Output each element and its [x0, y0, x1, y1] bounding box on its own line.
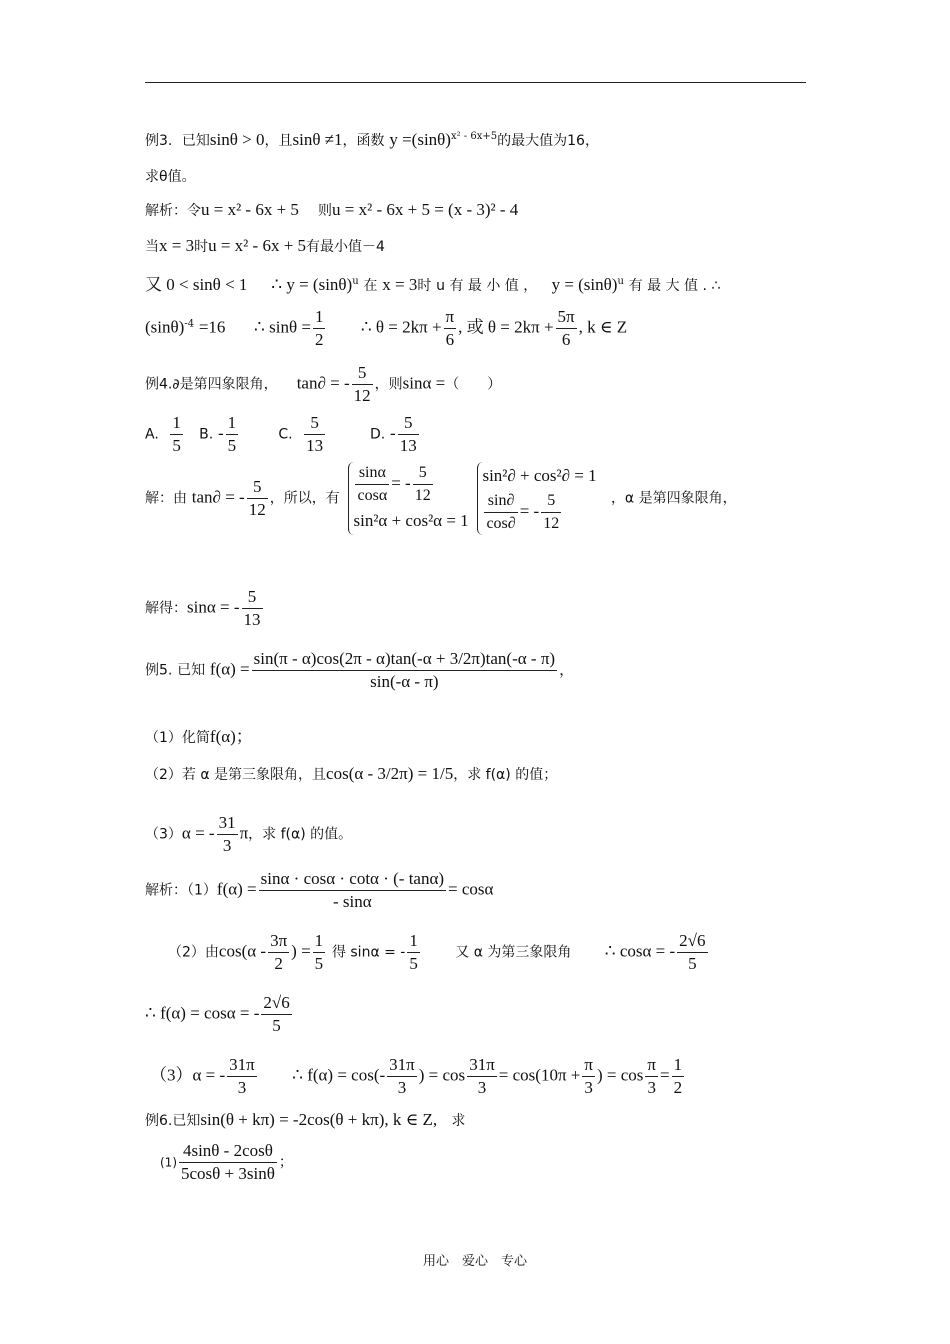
- ex6-q1: (1) $\frac{4\sin\theta - 2\cos\theta}{5\cos\theta + 3\sin\theta}$ ；: [160, 1141, 293, 1183]
- ex3-result: $(\sin\theta)^{-4} =16$ ∴ sinθ = $\frac{1}{2}$ ∴ θ = 2kπ + $\frac{\pi}{6}$ , 或 θ = 2kπ + $\frac{5\pi}{6}$ , k ∈ Z: [145, 307, 628, 349]
- ex5-s3: （3）α = - $\frac{31\pi}{3}$ ∴ f(α) = cos(- $\frac{31\pi}{3}$ ) = cos $\frac{31\pi}{3}$ = cos(10π + $\frac{\pi}{3}$ ) = cos $\frac{\pi}{3}$ = $\frac{1}{2}$: [150, 1055, 683, 1097]
- header-rule: [145, 82, 806, 83]
- ex5-s1: 解析：（1）f(α) = $\frac{\sin\alpha \cdot \cos\alpha \cdot \cot\alpha \cdot (- \tan\alpha)}{- \sin\alpha}$ = cosα: [145, 869, 494, 911]
- system-1: $\frac{\sin\alpha}{\cos\alpha}$ = - $\frac{5}{12}$ sin²α + cos²α = 1: [348, 462, 468, 535]
- ex5-q1: （1）化简f(α)；: [145, 727, 253, 746]
- ex6-stem: 例6.已知sin(θ + kπ) = -2cos(θ + kπ), k ∈ Z, 求: [145, 1110, 466, 1129]
- ex5-s2f: ∴ f(α) = cosα = - $\frac{2√6}{5}$: [145, 993, 290, 1035]
- ex4-options: A. $\frac{1}{5}$ B. - $\frac{1}{5}$ C. $\frac{5}{13}$ D. - $\frac{5}{13}$: [145, 413, 417, 455]
- ex3-sol: 解析：令u = x² - 6x + 5 则u = x² - 6x + 5 = (x - 3)² - 4: [145, 200, 519, 219]
- ex3-ask: 求θ值。: [145, 169, 196, 185]
- ex5-q2: （2）若 α 是第三象限角，且cos(α - 3/2π) = 1/5，求 f(α) 的值；: [145, 764, 558, 783]
- ex3-again: 又 0 < sinθ < 1 ∴ $y = (\sin\theta)^u$ 在 x = 3时 u 有 最 小 值 ， $y = (\sin\theta)^u$ 有 最 大 值 . ∴: [145, 275, 721, 294]
- ex4-stem: 例4.∂是第四象限角， tan∂ = - $\frac{5}{12}$ ，则sinα =（ ）: [145, 363, 502, 405]
- ex3-line1: 例3. 已知sinθ > 0，且sinθ ≠1，函数 $y =(\sin\theta)^{x^2 - 6x+5}$的最大值为16，: [145, 130, 599, 149]
- ex5-q3: （3）α = - $\frac{31}{3}$ π，求 f(α) 的值。: [145, 813, 353, 855]
- ex5-s2: （2）由cos(α - $\frac{3\pi}{2}$ ) = $\frac{1}{5}$ 得 sinα = - $\frac{1}{5}$ 又 α 为第三象限角 ∴ cosα = - $\frac{2√6}{5}$: [168, 931, 706, 973]
- ex3-when: 当x = 3时u = x² - 6x + 5有最小值－4: [145, 236, 385, 255]
- page-footer: 用心 爱心 专心: [422, 1254, 527, 1269]
- system-2: sin²∂ + cos²∂ = 1 $\frac{\sin\partial}{\cos\partial}$ = - $\frac{5}{12}$: [477, 462, 596, 535]
- ex4-result: 解得：sinα = - $\frac{5}{13}$: [145, 587, 261, 629]
- ex5-stem: 例5. 已知 f(α) = $\frac{\sin(\pi - \alpha)\cos(2\pi - \alpha)\tan(-\alpha + 3/2\pi)\tan(-\alpha - \pi)}{\sin(-\alpha - \pi)}$ ，: [145, 649, 575, 691]
- ex4-solution: 解：由 tan∂ = - $\frac{5}{12}$ ，所以，有 $\frac{\sin\alpha}{\cos\alpha}$ = - $\frac{5}{12}$ sin²α + cos²α = 1 sin²∂ + cos²∂ = 1 $\frac{\sin\partial}{\cos\partial}$ = - $\frac{5}{12}$ ，α 是第四象限角，: [145, 462, 737, 535]
